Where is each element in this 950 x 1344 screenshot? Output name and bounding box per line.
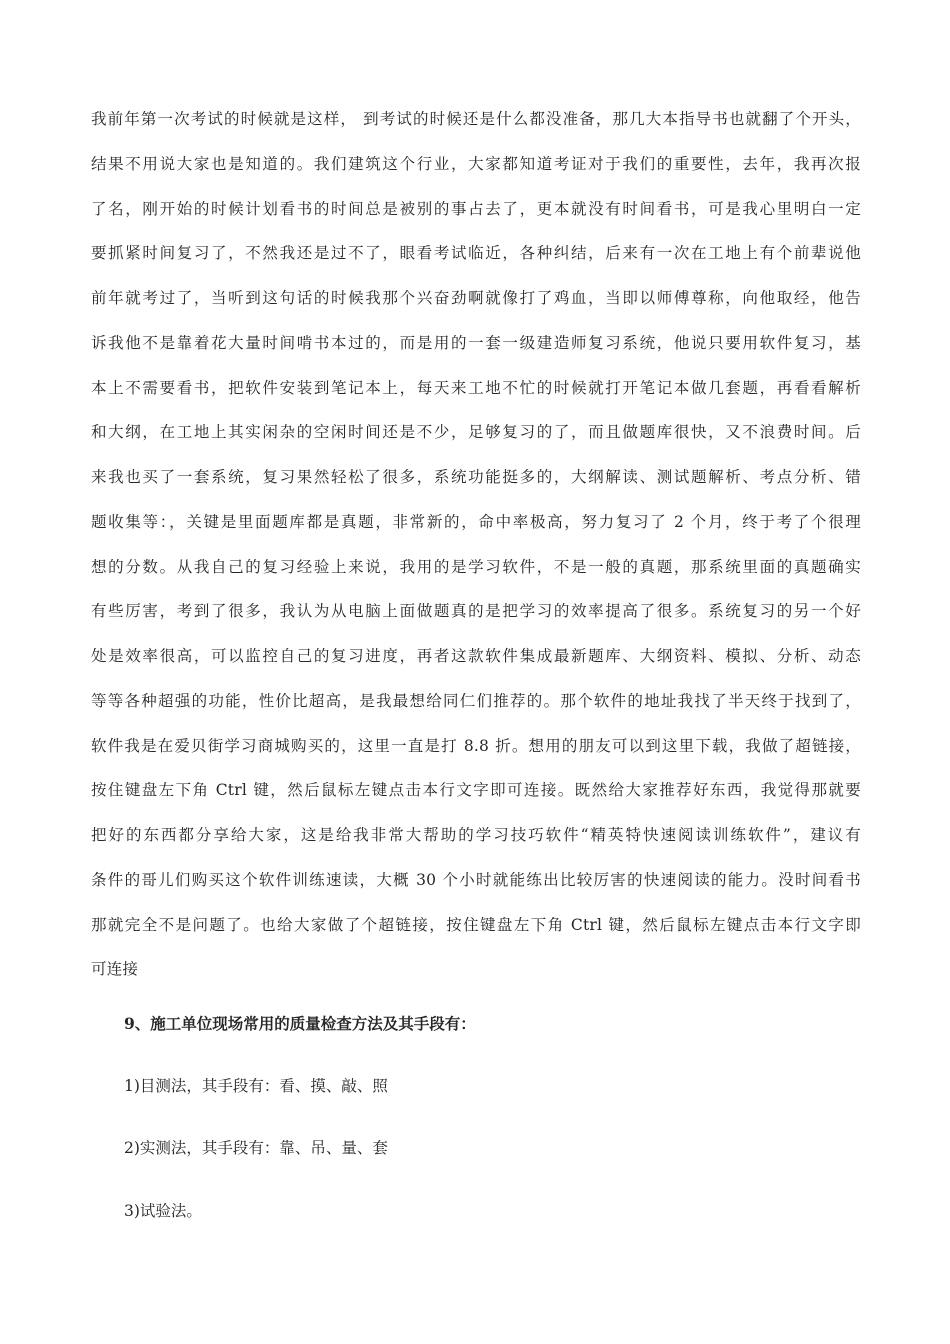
paragraph-line: 处是效率很高，可以监控自己的复习进度，再者这款软件集成最新题库、大纲资料、模拟、分析、动态 [91, 647, 861, 665]
list-item: 3)试验法。 [124, 1202, 202, 1220]
section-heading: 9、施工单位现场常用的质量检查方法及其手段有： [124, 1014, 476, 1033]
list-item: 2)实测法，其手段有：靠、吊、量、套 [124, 1139, 388, 1157]
paragraph-line: 题收集等：，关键是里面题库都是真题，非常新的，命中率极高，努力复习了 2 个月，终于考了个很理 [91, 512, 861, 531]
paragraph-line: 本上不需要看书，把软件安装到笔记本上，每天来工地不忙的时候就打开笔记本做几套题，再看看解析 [91, 378, 861, 397]
paragraph-line: 等等各种超强的功能，性价比超高，是我最想给同仁们推荐的。那个软件的地址我找了半天终于找到了， [91, 691, 861, 710]
paragraph-line: 那就完全不是问题了。也给大家做了个超链接，按住键盘左下角 Ctrl 键，然后鼠标左键点击本行文字即 [91, 915, 861, 934]
body-paragraph [91, 97, 861, 992]
paragraph-line: 条件的哥儿们购买这个软件训练速读，大概 30 个小时就能练出比较厉害的快速阅读的能力。没时间看书 [91, 870, 861, 889]
paragraph-line: 可连接 [91, 960, 139, 979]
paragraph-line: 和大纲，在工地上其实闲杂的空闲时间还是不少，足够复习的了，而且做题库很快，又不浪费时间。后 [91, 423, 861, 442]
paragraph-line: 前年就考过了，当听到这句话的时候我那个兴奋劲啊就像打了鸡血，当即以师傅尊称，向他取经，他告 [91, 289, 861, 307]
paragraph-line: 按住键盘左下角 Ctrl 键，然后鼠标左键点击本行文字即可连接。既然给大家推荐好东西，我觉得那就要 [91, 781, 861, 800]
paragraph-line: 把好的东西都分享给大家，这是给我非常大帮助的学习技巧软件“精英特快速阅读训练软件”，建议有 [91, 826, 861, 844]
paragraph-line: 结果不用说大家也是知道的。我们建筑这个行业，大家都知道考证对于我们的重要性，去年，我再次报 [91, 154, 861, 173]
paragraph-line: 诉我他不是靠着花大量时间啃书本过的，而是用的一套一级建造师复习系统，他说只要用软件复习，基 [91, 333, 861, 352]
paragraph-line: 要抓紧时间复习了，不然我还是过不了，眼看考试临近，各种纠结，后来有一次在工地上有个前辈说他 [91, 244, 861, 263]
paragraph-line: 了名，刚开始的时候计划看书的时间总是被别的事占去了，更本就没有时间看书，可是我心里明白一定 [91, 199, 861, 218]
list-item: 1)目测法，其手段有：看、摸、敲、照 [124, 1077, 388, 1095]
paragraph-line: 我前年第一次考试的时候就是这样， 到考试的时候还是什么都没准备，那几大本指导书也就翻了个开头， [91, 110, 861, 128]
paragraph-line: 软件我是在爱贝街学习商城购买的，这里一直是打 8.8 折。想用的朋友可以到这里下载，我做了超链接， [91, 736, 861, 755]
paragraph-line: 来我也买了一套系统，复习果然轻松了很多，系统功能挺多的，大纲解读、测试题解析、考点分析、错 [91, 468, 861, 486]
paragraph-line: 想的分数。从我自己的复习经验上来说，我用的是学习软件，不是一般的真题，那系统里面的真题确实 [91, 557, 861, 576]
paragraph-line: 有些厉害，考到了很多，我认为从电脑上面做题真的是把学习的效率提高了很多。系统复习的另一个好 [91, 602, 861, 621]
